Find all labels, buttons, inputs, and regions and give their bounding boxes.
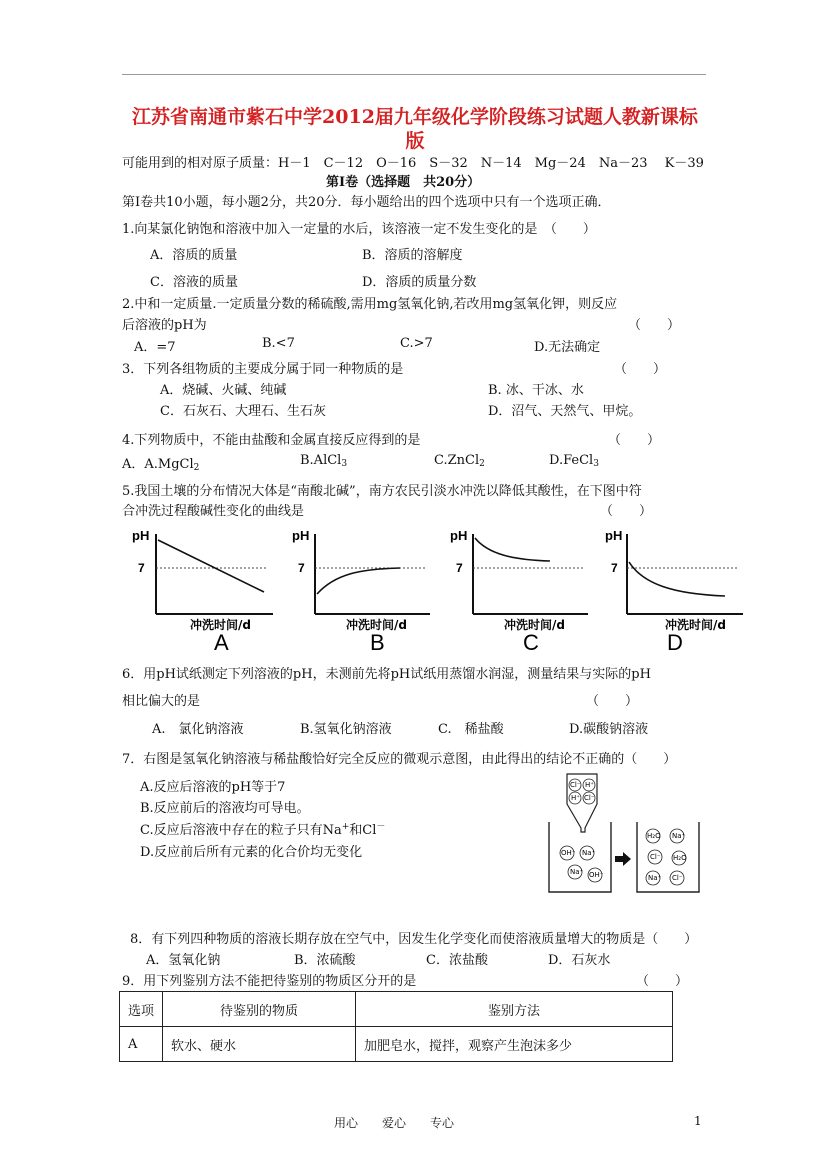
chart-c-letter: C bbox=[523, 630, 539, 655]
q1-option-c: C．溶液的质量 bbox=[150, 275, 238, 290]
left-ion-3: Na⁺ bbox=[570, 868, 584, 876]
ph-chart-c bbox=[448, 522, 598, 656]
q3-option-d: D．沼气、天然气、甲烷。 bbox=[488, 404, 642, 419]
q1-stem: 1.向某氯化钠饱和溶液中加入一定量的水后，该溶液一定不发生变化的是 （ ） bbox=[122, 222, 596, 237]
chart-c-x-label: 冲洗时间/d bbox=[504, 618, 565, 632]
q4-option-d-text: D.FeCl bbox=[549, 453, 594, 468]
ph-chart-b bbox=[290, 522, 440, 656]
chart-c-y-label: pH bbox=[450, 528, 468, 543]
q6-stem-line1: 6．用pH试纸测定下列溶液的pH，未测前先将pH试纸用蒸馏水润湿，测量结果与实际的pH bbox=[122, 667, 651, 682]
table-cell: 软水、硬水 bbox=[163, 1027, 356, 1062]
funnel-ion-1: Cl⁻ bbox=[570, 781, 581, 789]
left-ion-2: Na⁺ bbox=[582, 849, 596, 857]
chart-a-x-label: 冲洗时间/d bbox=[190, 618, 251, 632]
q7-stem: 7．右图是氢氧化钠溶液与稀盐酸恰好完全反应的微观示意图，由此得出的结论不正确的（ ） bbox=[122, 752, 677, 767]
q4-option-b bbox=[300, 453, 347, 469]
right-ion-3: Cl⁻ bbox=[650, 853, 661, 861]
q5-stem-line2: 合冲洗过程酸碱性变化的曲线是 bbox=[122, 504, 305, 519]
q6-option-a: A. 氯化钠溶液 bbox=[152, 722, 244, 737]
q8-option-d: D．石灰水 bbox=[548, 953, 611, 968]
q4-option-d bbox=[549, 453, 599, 469]
q7-option-c-text: C.反应后溶液中存在的粒子只有Na bbox=[140, 823, 342, 838]
table-cell: A bbox=[120, 1027, 163, 1062]
ph-curve-b bbox=[317, 568, 400, 594]
table-cell: 加肥皂水，搅拌，观察产生泡沫多少 bbox=[356, 1027, 673, 1062]
table-row bbox=[120, 1027, 673, 1062]
chart-a-ref-label: 7 bbox=[138, 561, 145, 575]
reaction-diagram bbox=[545, 770, 705, 898]
q6-stem-line2: 相比偏大的是 bbox=[122, 694, 201, 709]
q2-option-a: A．=7 bbox=[134, 340, 176, 355]
part1-instructions: 第Ⅰ卷共10小题，每小题2分，共20分．每小题给出的四个选项中只有一个选项正确． bbox=[122, 195, 611, 210]
right-ion-5: Na⁺ bbox=[648, 874, 662, 882]
q3-answer-paren: （ ） bbox=[614, 362, 667, 377]
q4-option-d-sub: 3 bbox=[593, 459, 599, 469]
right-ion-1: H₂O bbox=[647, 832, 661, 840]
table-header-cell: 选项 bbox=[120, 992, 163, 1027]
q7-option-d: D.反应前后所有元素的化合价均无变化 bbox=[140, 845, 363, 860]
q2-stem-line2: 后溶液的pH为 bbox=[122, 318, 207, 333]
ph-curve-d bbox=[629, 562, 725, 596]
header-rule bbox=[122, 74, 706, 75]
q4-stem: 4.下列物质中，不能由盐酸和金属直接反应得到的是 bbox=[122, 433, 421, 448]
q7-option-c-sup2: － bbox=[376, 822, 386, 832]
chart-b-x-label: 冲洗时间/d bbox=[346, 618, 407, 632]
chart-d-y-label: pH bbox=[605, 528, 623, 543]
chart-b-letter: B bbox=[370, 630, 385, 655]
q9-table bbox=[119, 991, 673, 1062]
page-title-line1: 江苏省南通市紫石中学2012届九年级化学阶段练习试题人教新课标 bbox=[132, 106, 698, 128]
table-header-cell: 鉴别方法 bbox=[356, 992, 673, 1027]
q4-option-a bbox=[122, 453, 199, 473]
chart-d-letter: D bbox=[667, 630, 683, 655]
q8-option-a: A．氢氧化钠 bbox=[146, 953, 221, 968]
q2-stem-line1: 2.中和一定质量.一定质量分数的稀硫酸,需用mg氢氧化钠,若改用mg氢氧化钾，则反应 bbox=[122, 297, 618, 312]
q9-answer-paren: （ ） bbox=[636, 974, 689, 989]
q4-answer-paren: （ ） bbox=[608, 433, 661, 448]
chart-c-ref-label: 7 bbox=[456, 561, 463, 575]
reaction-arrow-icon bbox=[615, 852, 631, 866]
ph-chart-a bbox=[128, 522, 278, 656]
q6-option-c: C. 稀盐酸 bbox=[438, 722, 504, 737]
chart-b-ref-label: 7 bbox=[298, 561, 305, 575]
q4-option-a-sub: 2 bbox=[193, 463, 200, 473]
q6-option-b: B.氢氧化钠溶液 bbox=[300, 722, 392, 737]
left-ion-1: OH⁻ bbox=[561, 849, 576, 857]
footer-text: 用心 爱心 专心 bbox=[334, 1116, 455, 1130]
chart-b-y-label: pH bbox=[292, 528, 310, 543]
q9-stem: 9．用下列鉴别方法不能把待鉴别的物质区分开的是 bbox=[122, 974, 417, 989]
ph-chart-d bbox=[603, 522, 753, 656]
right-ion-4: H₂O bbox=[673, 854, 687, 862]
q1-option-b: B．溶质的溶解度 bbox=[362, 248, 463, 263]
q4-option-b-sub: 3 bbox=[341, 459, 348, 469]
left-ion-4: OH⁻ bbox=[589, 871, 604, 879]
q1-option-d: D．溶质的质量分数 bbox=[362, 275, 477, 290]
page-number: 1 bbox=[694, 1114, 702, 1128]
q8-option-c: C．浓盐酸 bbox=[426, 953, 488, 968]
right-ion-6: Cl⁻ bbox=[672, 874, 683, 882]
q7-option-c bbox=[140, 819, 385, 838]
q5-answer-paren: （ ） bbox=[600, 504, 653, 519]
q3-stem: 3．下列各组物质的主要成分属于同一种物质的是 bbox=[122, 362, 404, 377]
chart-a-y-label: pH bbox=[132, 528, 150, 543]
q2-option-d: D.无法确定 bbox=[534, 340, 601, 355]
chart-a-letter: A bbox=[214, 630, 229, 655]
funnel-ion-4: Cl⁻ bbox=[584, 794, 595, 802]
atomic-mass-line: 可能用到的相对原子质量：H－1 C－12 O－16 S－32 N－14 Mg－24 Na－23 K－39 bbox=[122, 156, 704, 171]
q8-option-b: B．浓硫酸 bbox=[294, 953, 356, 968]
q6-answer-paren: （ ） bbox=[586, 694, 639, 709]
table-header-cell: 待鉴别的物质 bbox=[163, 992, 356, 1027]
q2-option-c: C.>7 bbox=[400, 336, 433, 351]
right-ion-2: Na⁺ bbox=[672, 832, 686, 840]
ph-curve-c bbox=[475, 538, 550, 561]
q4-option-c bbox=[434, 453, 485, 469]
funnel-ion-3: H⁺ bbox=[571, 794, 580, 802]
q7-option-c-sup1: + bbox=[341, 822, 350, 832]
q7-option-b: B.反应前后的溶液均可导电。 bbox=[140, 801, 310, 816]
funnel-ion-2: H⁺ bbox=[585, 781, 594, 789]
q3-option-a: A．烧碱、火碱、纯碱 bbox=[160, 383, 287, 398]
q6-option-d: D.碳酸钠溶液 bbox=[569, 722, 649, 737]
chart-d-x-label: 冲洗时间/d bbox=[665, 618, 726, 632]
q4-option-c-text: C.ZnCl bbox=[434, 453, 480, 468]
q7-option-c-mid: 和Cl bbox=[349, 823, 377, 838]
chart-d-ref-label: 7 bbox=[611, 561, 618, 575]
q7-option-a: A.反应后溶液的pH等于7 bbox=[140, 780, 286, 795]
q2-answer-paren: （ ） bbox=[628, 318, 681, 333]
q8-stem: 8．有下列四种物质的溶液长期存放在空气中，因发生化学变化而使溶液质量增大的物质是（ ） bbox=[130, 932, 698, 947]
q5-stem-line1: 5.我国土壤的分布情况大体是“南酸北碱”，南方农民引淡水冲洗以降低其酸性，在下图中符 bbox=[122, 484, 642, 499]
page-title-line2: 版 bbox=[405, 130, 425, 152]
q3-option-b: B. 冰、干冰、水 bbox=[488, 383, 584, 398]
q4-option-c-sub: 2 bbox=[479, 459, 485, 469]
q3-option-c: C．石灰石、大理石、生石灰 bbox=[160, 404, 326, 419]
ph-curve-a bbox=[158, 540, 264, 592]
table-header-row bbox=[120, 992, 673, 1027]
q2-option-b: B.<7 bbox=[262, 336, 295, 351]
q1-option-a: A．溶质的质量 bbox=[150, 248, 238, 263]
q4-option-a-text: A．A.MgCl bbox=[122, 457, 194, 472]
part1-title: 第Ⅰ卷（选择题 共20分） bbox=[326, 175, 481, 190]
q4-option-b-text: B.AlCl bbox=[300, 453, 342, 468]
